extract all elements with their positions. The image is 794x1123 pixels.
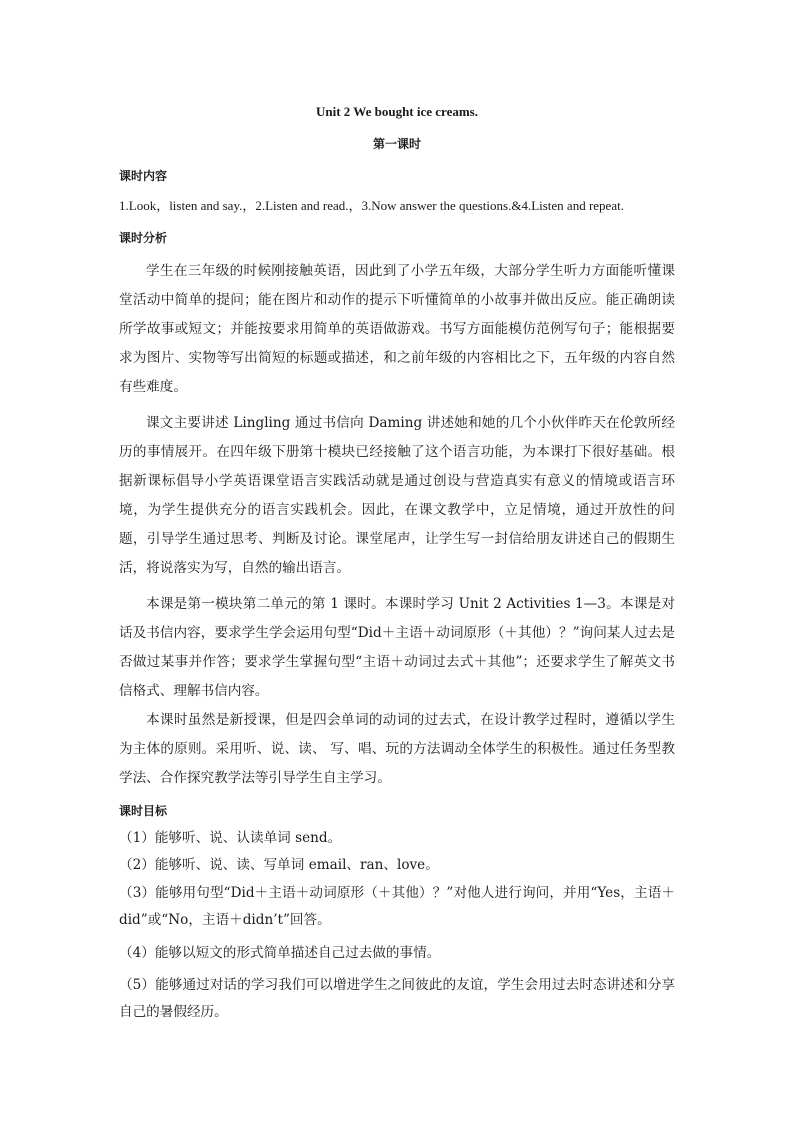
analysis-paragraph-1: 学生在三年级的时候刚接触英语，因此到了小学五年级，大部分学生听力方面能听懂课堂活动中简单的提问；能在图片和动作的提示下听懂简单的小故事并做出反应。能正确朗读所学故事或短文；并能按要求用简单的英语做游戏。书写方面能模仿范例写句子；能根据要求为图片、实物等写出简短的标题或描述，和之前年级的内容相比之下，五年级的内容自然有些难度。 [119, 263, 675, 395]
objective-item: （3）能够用句型“Did＋主语＋动词原形（＋其他）？”对他人进行询问，并用“Yes，主语＋did”或“No，主语＋didn’t”回答。 [119, 885, 675, 928]
analysis-paragraph-4: 本课时虽然是新授课，但是四会单词的动词的过去式，在设计教学过程时，遵循以学生为主体的原则。采用听、说、读、 写、唱、玩的方法调动全体学生的积极性。通过任务型教学法、合作探究教学法等引导学生自主学习。 [119, 712, 675, 786]
analysis-heading: 课时分析 [119, 231, 168, 245]
objective-item: （2）能够听、说、读、写单词 email、ran、love。 [119, 857, 439, 873]
objective-item: （1）能够听、说、认读单词 send。 [119, 830, 342, 846]
lesson-subtitle: 第一课时 [372, 137, 421, 151]
objectives-heading: 课时目标 [119, 804, 168, 818]
content-line: 1.Look，listen and say.，2.Listen and read.，3.Now answer the questions.&4.Listen and repeat. [119, 198, 624, 213]
content-heading: 课时内容 [119, 169, 168, 183]
analysis-paragraph-3: 本课是第一模块第二单元的第 1 课时。本课时学习 Unit 2 Activities 1—3。本课是对话及书信内容，要求学生学会运用句型“Did＋主语＋动词原形（＋其他）？”询问某人过去是否做过某事并作答；要求学生掌握句型“主语＋动词过去式＋其他”；还要求学生了解英文书信格式、理解书信内容。 [119, 596, 675, 699]
objective-item: （5）能够通过对话的学习我们可以增进学生之间彼此的友谊，学生会用过去时态讲述和分享自己的暑假经历。 [119, 977, 675, 1020]
analysis-paragraph-2: 课文主要讲述 Lingling 通过书信向 Daming 讲述她和她的几个小伙伴昨天在伦敦所经历的事情展开。在四年级下册第十模块已经接触了这个语言功能，为本课打下很好基础。根据新课标倡导小学英语课堂语言实践活动就是通过创设与营造真实有意义的情境或语言环境，为学生提供充分的语言实践机会。因此，在课文教学中，立足情境，通过开放性的问题，引导学生通过思考、判断及讨论。课堂尾声，让学生写一封信给朋友讲述自己的假期生活，将说落实为写，自然的输出语言。 [119, 415, 675, 576]
objective-item: （4）能够以短文的形式简单描述自己过去做的事情。 [119, 945, 441, 961]
document-title: Unit 2 We bought ice creams. [315, 104, 478, 119]
